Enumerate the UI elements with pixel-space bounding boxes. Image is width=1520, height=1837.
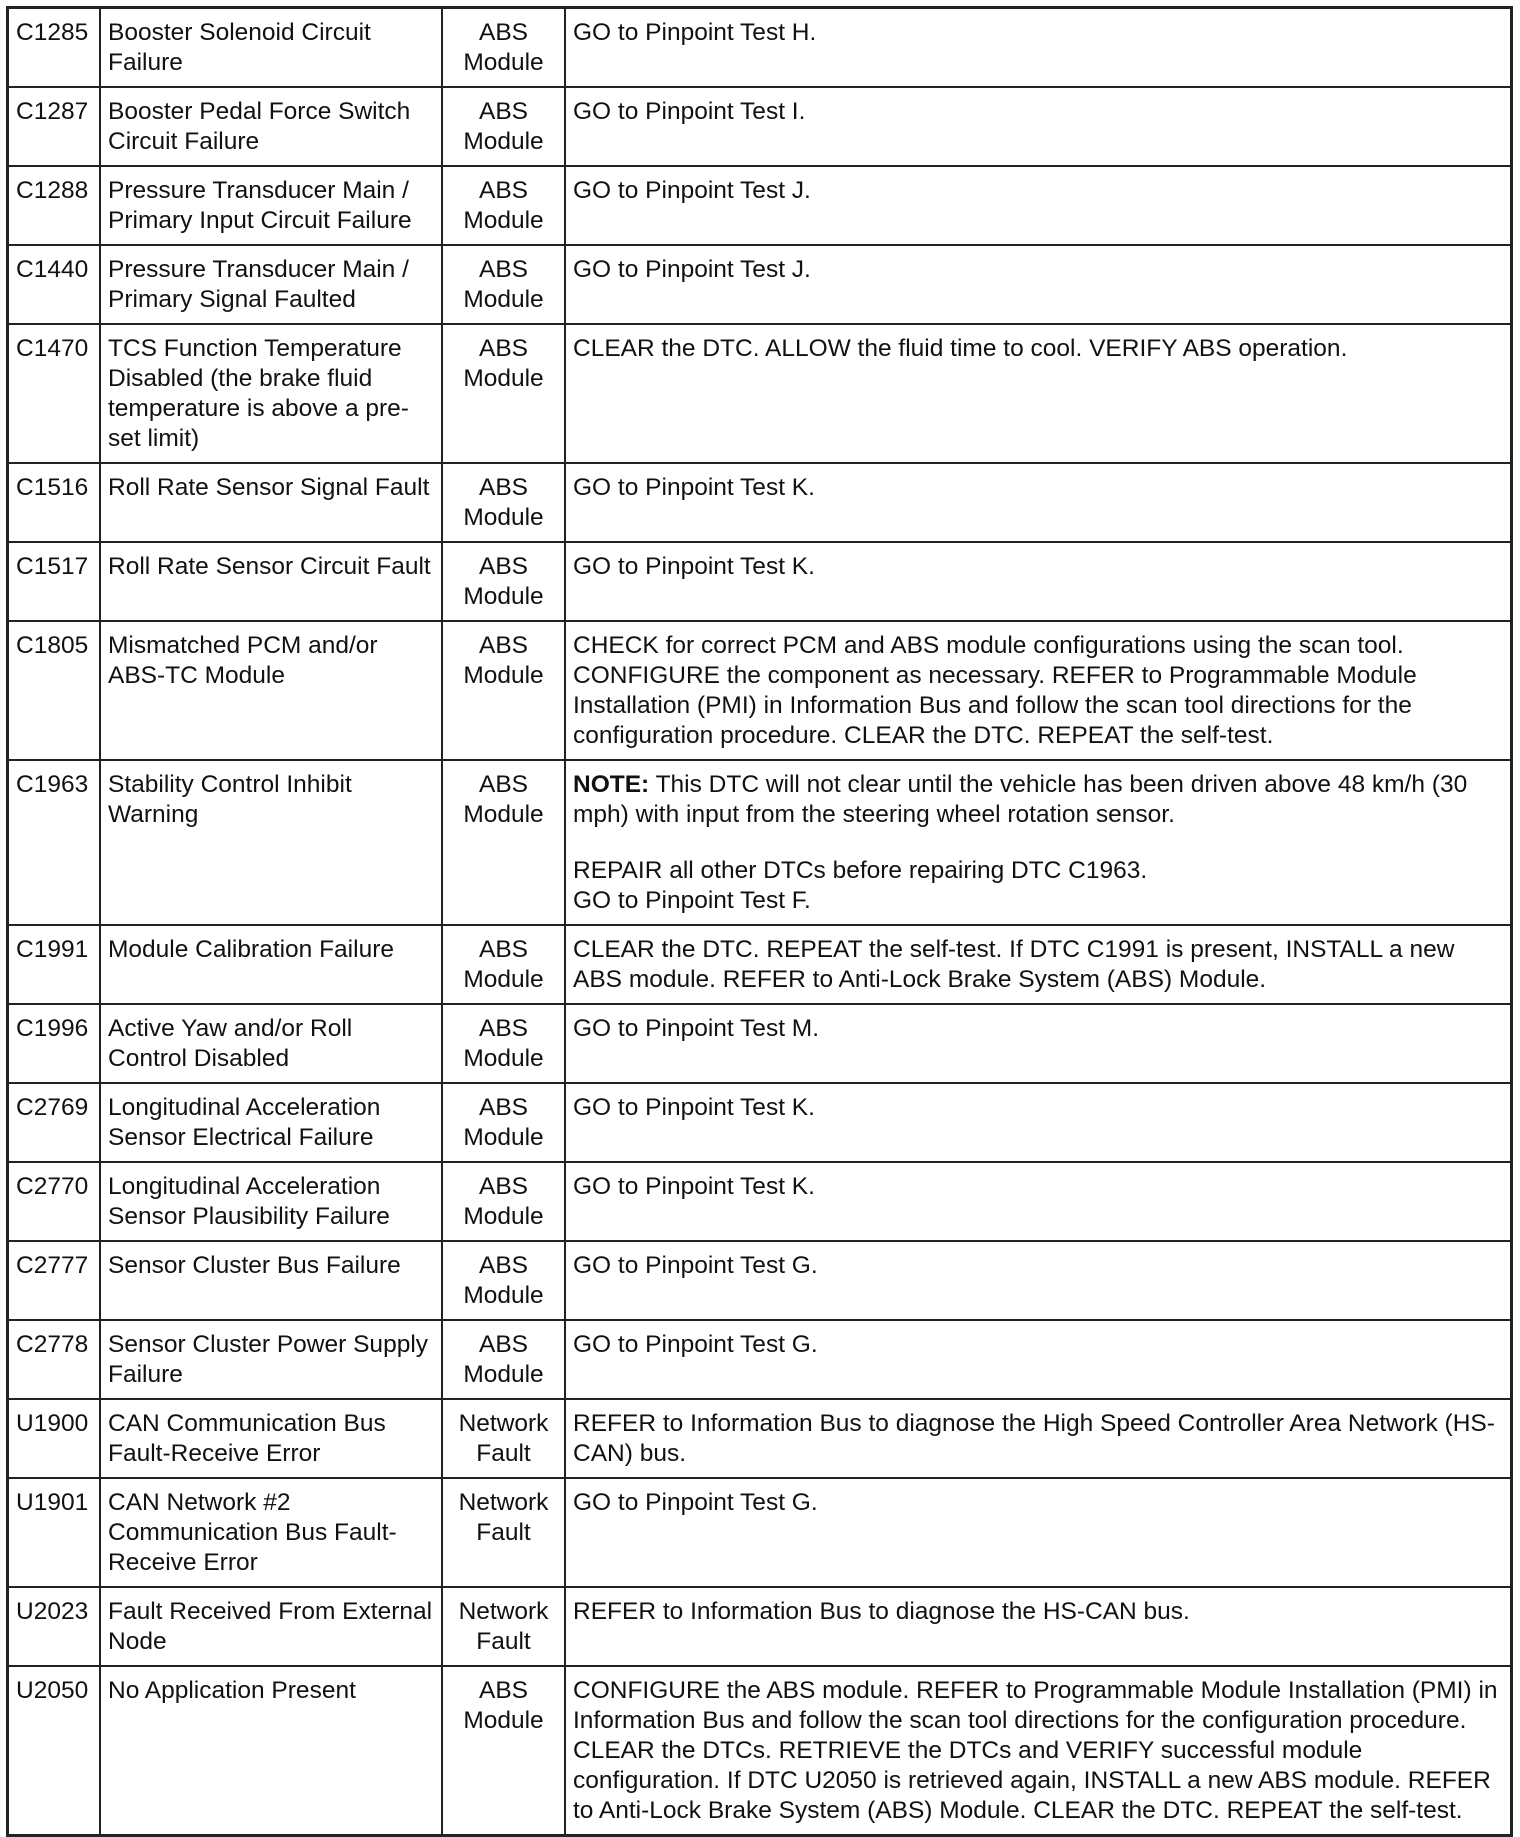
dtc-source [442,324,565,463]
dtc-action [565,1083,1512,1162]
dtc-description: CAN Communication Bus Fault-Receive Error [100,1399,442,1478]
source-line-1: ABS [478,632,529,659]
dtc-description: Pressure Transducer Main / Primary Signal Faulted [100,245,442,324]
action-text: REFER to Information Bus to diagnose the High Speed Controller Area Network (HS-CAN) bus. [573,1410,1495,1467]
dtc-code: C1963 [8,760,101,925]
table-row [8,1083,1512,1162]
dtc-action [565,245,1512,324]
action-text: GO to Pinpoint Test K. [573,1173,815,1200]
dtc-description: Pressure Transducer Main / Primary Input Circuit Failure [100,166,442,245]
dtc-action [565,1399,1512,1478]
source-line-1: ABS [478,19,529,46]
dtc-action [565,8,1512,88]
source-line-1: ABS [478,1173,529,1200]
dtc-action [565,324,1512,463]
dtc-source [442,1478,565,1587]
dtc-action [565,1320,1512,1399]
dtc-description: TCS Function Temperature Disabled (the brake fluid temperature is above a pre-set limit) [100,324,442,463]
source-line-2: Module [463,966,544,993]
source-line-2: Module [463,286,544,313]
dtc-source [442,1241,565,1320]
table-row [8,324,1512,463]
source-line-2: Module [463,49,544,76]
table-row [8,1478,1512,1587]
dtc-action [565,925,1512,1004]
dtc-code: C1470 [8,324,101,463]
table-row [8,1666,1512,1836]
dtc-table-body [8,8,1512,1836]
dtc-description: Active Yaw and/or Roll Control Disabled [100,1004,442,1083]
source-line-1: Network [458,1410,549,1437]
action-text: GO to Pinpoint Test H. [573,19,817,46]
source-line-1: ABS [478,256,529,283]
dtc-source [442,1083,565,1162]
source-line-1: Network [458,1598,549,1625]
dtc-action [565,1162,1512,1241]
action-line-1: REPAIR all other DTCs before repairing DTC C1963. [573,857,1148,884]
dtc-table [6,6,1513,1837]
table-row [8,87,1512,166]
dtc-code: C1516 [8,463,101,542]
table-row [8,925,1512,1004]
source-line-1: ABS [478,1094,529,1121]
dtc-source [442,925,565,1004]
source-line-2: Fault [476,1519,531,1546]
dtc-action [565,1478,1512,1587]
dtc-code: C1440 [8,245,101,324]
source-line-2: Module [463,207,544,234]
dtc-source [442,1162,565,1241]
source-line-2: Module [463,1045,544,1072]
source-line-2: Module [463,504,544,531]
dtc-source [442,1399,565,1478]
dtc-description: Sensor Cluster Bus Failure [100,1241,442,1320]
dtc-code: C1287 [8,87,101,166]
dtc-source [442,1004,565,1083]
dtc-code: C2778 [8,1320,101,1399]
dtc-description: Longitudinal Acceleration Sensor Electrical Failure [100,1083,442,1162]
table-row [8,1241,1512,1320]
dtc-description: Stability Control Inhibit Warning [100,760,442,925]
source-line-1: ABS [478,1015,529,1042]
dtc-code: C1991 [8,925,101,1004]
dtc-source [442,166,565,245]
source-line-1: ABS [478,553,529,580]
dtc-action [565,542,1512,621]
source-line-2: Module [463,365,544,392]
dtc-action [565,1587,1512,1666]
action-text: GO to Pinpoint Test G. [573,1252,818,1279]
source-line-2: Module [463,1707,544,1734]
dtc-action [565,1241,1512,1320]
dtc-code: C1805 [8,621,101,760]
dtc-code: C1288 [8,166,101,245]
source-line-2: Fault [476,1440,531,1467]
action-text: GO to Pinpoint Test K. [573,474,815,501]
table-row [8,245,1512,324]
action-text: CLEAR the DTC. REPEAT the self-test. If DTC C1991 is present, INSTALL a new ABS module. REFER to Anti-Lock Brake System (ABS) Module. [573,936,1455,993]
source-line-2: Module [463,128,544,155]
source-line-1: ABS [478,771,529,798]
table-row [8,463,1512,542]
action-text: GO to Pinpoint Test J. [573,177,811,204]
table-row [8,1587,1512,1666]
source-line-1: ABS [478,98,529,125]
dtc-description: CAN Network #2 Communication Bus Fault-Receive Error [100,1478,442,1587]
table-row [8,1162,1512,1241]
dtc-description: Roll Rate Sensor Circuit Fault [100,542,442,621]
dtc-action [565,463,1512,542]
dtc-source [442,1666,565,1836]
action-text: GO to Pinpoint Test I. [573,98,806,125]
source-line-1: Network [458,1489,549,1516]
action-text: GO to Pinpoint Test J. [573,256,811,283]
dtc-description: Booster Solenoid Circuit Failure [100,8,442,88]
dtc-description: Roll Rate Sensor Signal Fault [100,463,442,542]
source-line-1: ABS [478,1252,529,1279]
dtc-code: U1901 [8,1478,101,1587]
action-text: GO to Pinpoint Test M. [573,1015,820,1042]
dtc-code: C2770 [8,1162,101,1241]
dtc-code: C2769 [8,1083,101,1162]
dtc-description: Module Calibration Failure [100,925,442,1004]
dtc-description: Mismatched PCM and/or ABS-TC Module [100,621,442,760]
table-row [8,542,1512,621]
dtc-action [565,1666,1512,1836]
table-row [8,621,1512,760]
dtc-action [565,621,1512,760]
action-text: GO to Pinpoint Test K. [573,553,815,580]
table-row [8,760,1512,925]
source-line-2: Module [463,1282,544,1309]
dtc-action [565,1004,1512,1083]
source-line-1: ABS [478,335,529,362]
source-line-1: ABS [478,1331,529,1358]
source-line-2: Module [463,1124,544,1151]
dtc-source [442,1320,565,1399]
dtc-source [442,463,565,542]
action-text: CLEAR the DTC. ALLOW the fluid time to cool. VERIFY ABS operation. [573,335,1348,362]
dtc-source [442,760,565,925]
source-line-1: ABS [478,177,529,204]
note-label: NOTE: [573,771,650,798]
dtc-action [565,87,1512,166]
action-line-2: GO to Pinpoint Test F. [573,887,811,914]
dtc-description: Longitudinal Acceleration Sensor Plausibility Failure [100,1162,442,1241]
dtc-source [442,621,565,760]
note-text: This DTC will not clear until the vehicle has been driven above 48 km/h (30 mph) with input from the steering wheel rotation sensor. [573,771,1468,828]
dtc-source [442,542,565,621]
dtc-description: Fault Received From External Node [100,1587,442,1666]
source-line-2: Fault [476,1628,531,1655]
dtc-code: U2023 [8,1587,101,1666]
action-text: REFER to Information Bus to diagnose the HS-CAN bus. [573,1598,1190,1625]
action-text: CONFIGURE the ABS module. REFER to Programmable Module Installation (PMI) in Information Bus and follow the scan tool directions for the configuration procedure. CLEAR the DTCs. RETRIEVE the DTCs and VERIFY successful module configuration. If DTC U2050 is retrieved again, INSTALL a new ABS module. REFER to Anti-Lock Brake System (ABS) Module. CLEAR the DTC. REPEAT the self-test. [573,1677,1498,1824]
source-line-2: Module [463,1361,544,1388]
note-paragraph [573,770,1503,830]
action-text: CHECK for correct PCM and ABS module configurations using the scan tool. CONFIGURE the component as necessary. REFER to Programmable Module Installation (PMI) in Information Bus and follow the scan tool directions for the configuration procedure. CLEAR the DTC. REPEAT the self-test. [573,632,1417,749]
dtc-action [565,760,1512,925]
dtc-source [442,245,565,324]
source-line-2: Module [463,583,544,610]
dtc-description: Sensor Cluster Power Supply Failure [100,1320,442,1399]
dtc-source [442,1587,565,1666]
dtc-code: C1517 [8,542,101,621]
action-text: GO to Pinpoint Test G. [573,1331,818,1358]
dtc-source [442,87,565,166]
source-line-2: Module [463,662,544,689]
dtc-code: U1900 [8,1399,101,1478]
table-row [8,1320,1512,1399]
table-row [8,8,1512,88]
action-text: GO to Pinpoint Test K. [573,1094,815,1121]
source-line-1: ABS [478,1677,529,1704]
dtc-description: Booster Pedal Force Switch Circuit Failure [100,87,442,166]
action-text [573,856,1503,916]
source-line-1: ABS [478,936,529,963]
table-row [8,166,1512,245]
dtc-source [442,8,565,88]
dtc-code: U2050 [8,1666,101,1836]
table-row [8,1004,1512,1083]
dtc-code: C1285 [8,8,101,88]
source-line-1: ABS [478,474,529,501]
dtc-action [565,166,1512,245]
source-line-2: Module [463,1203,544,1230]
action-text: GO to Pinpoint Test G. [573,1489,818,1516]
table-row [8,1399,1512,1478]
dtc-description: No Application Present [100,1666,442,1836]
dtc-code: C2777 [8,1241,101,1320]
source-line-2: Module [463,801,544,828]
dtc-code: C1996 [8,1004,101,1083]
